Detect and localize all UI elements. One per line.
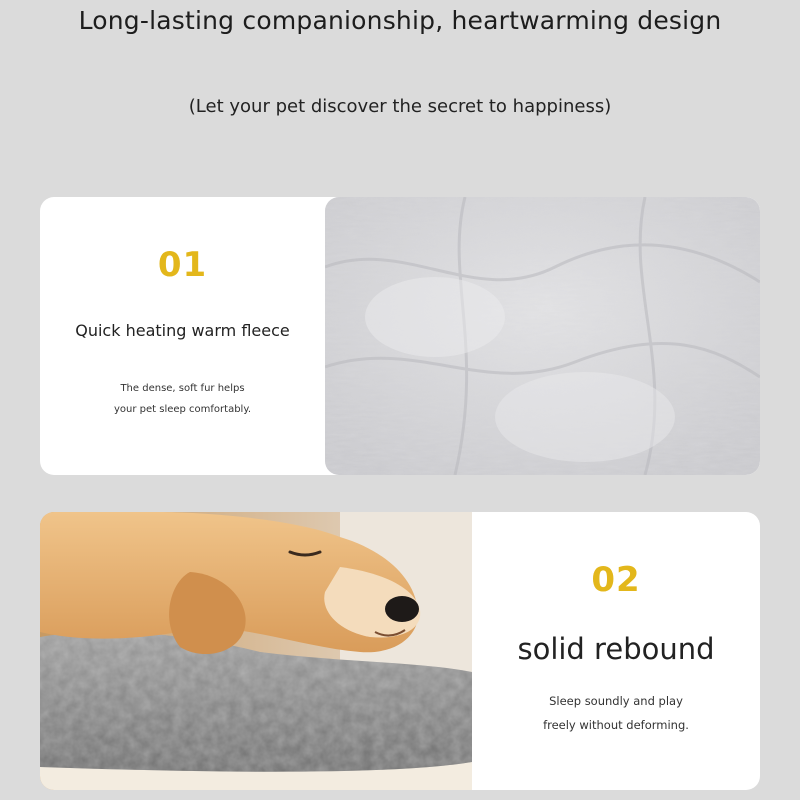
description-line: freely without deforming. xyxy=(543,718,689,732)
fleece-texture-image xyxy=(325,197,760,475)
description-line: your pet sleep comfortably. xyxy=(113,404,252,415)
feature-description xyxy=(40,378,325,420)
feature-number: 02 xyxy=(591,560,641,600)
feature-title: Quick heating warm fleece xyxy=(75,321,290,340)
feature-card-rebound xyxy=(40,512,760,790)
feature-title: solid rebound xyxy=(517,632,715,666)
feature-text-panel xyxy=(472,512,760,790)
feature-card-fleece xyxy=(40,197,760,475)
description-line: The dense, soft fur helps xyxy=(120,383,245,394)
dog-on-cushion-icon xyxy=(40,512,472,790)
dog-on-cushion-image xyxy=(40,512,472,790)
page-subtitle: (Let your pet discover the secret to happiness) xyxy=(188,96,612,117)
feature-number: 01 xyxy=(157,245,208,285)
fleece-texture-icon xyxy=(325,197,760,475)
feature-description xyxy=(472,689,760,737)
description-line: Sleep soundly and play xyxy=(549,694,683,708)
feature-text-panel xyxy=(40,197,325,475)
page-headline: Long-lasting companionship, heartwarming design xyxy=(78,6,722,35)
